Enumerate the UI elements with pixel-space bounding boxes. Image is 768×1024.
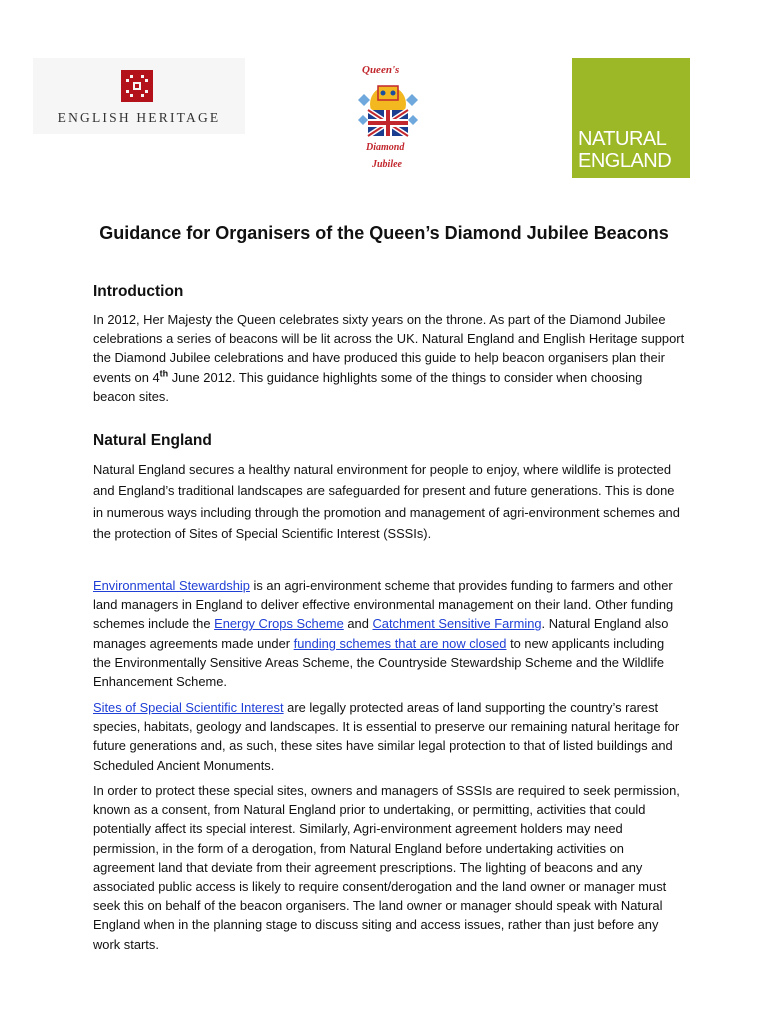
- stewardship-text-1: is an agri-environment scheme that provides funding to farmers and other land managers in England to deliver effective environmental management on their land. Other funding schemes include the: [93, 578, 674, 632]
- natural-england-wordmark: [578, 128, 671, 172]
- intro-text-a: In 2012, Her Majesty the Queen celebrates sixty years on the throne. As part of the Diamond Jubilee celebrations a series of beacons will be lit across the UK. Natural England and English Heritage support the Diamond Jubilee celebrations and have produced this guide to help beacon organisers plan their events on 4: [93, 312, 685, 385]
- natural-england-line2: ENGLAND: [578, 150, 672, 172]
- energy-crops-scheme-link[interactable]: Energy Crops Scheme: [214, 616, 344, 632]
- document-title: Guidance for Organisers of the Queen’s Diamond Jubilee Beacons: [99, 223, 669, 243]
- introduction-paragraph: [93, 310, 685, 406]
- closed-funding-schemes-link[interactable]: funding schemes that are now closed: [293, 635, 507, 651]
- union-flag-crown-icon: [356, 80, 420, 140]
- intro-text-b: June 2012. This guidance highlights some of the things to consider when choosing beacon sites.: [93, 369, 643, 404]
- jubilee-queens-text: Queen's: [362, 64, 400, 76]
- english-heritage-wordmark: ENGLISH HERITAGE: [57, 110, 221, 125]
- sssi-link[interactable]: Sites of Special Scientific Interest: [93, 700, 284, 715]
- introduction-heading: Introduction: [93, 283, 184, 300]
- consent-paragraph: In order to protect these special sites, owners and managers of SSSIs are required to seek permission, known as a consent, from Natural England prior to undertaking, or permitting, activities that could potentially affect its special interest. Similarly, Agri-environment agreement holders may need permission, in the form of a derogation, from Natural England before undertaking activities on agreement land that deviate from their agreement prescriptions. The lighting of beacons and any associated public access is likely to require consent/derogation and the land owner or manager must seek this on behalf of the beacon organisers. The land owner or manager should speak with Natural England when in the planning stage to discuss siting and access issues, rather than just before any work starts.: [93, 783, 680, 952]
- logo-bar: [0, 0, 768, 190]
- sssi-paragraph: [93, 698, 685, 775]
- environmental-stewardship-link[interactable]: Environmental Stewardship: [93, 578, 250, 593]
- diamond-jubilee-logo: [352, 64, 424, 176]
- english-heritage-logo: [33, 58, 245, 134]
- jubilee-jubilee-text: Jubilee: [372, 159, 402, 170]
- stewardship-text-3: . Natural England also manages agreements made under: [93, 616, 669, 651]
- english-heritage-emblem-icon: [121, 70, 153, 102]
- jubilee-diamond-text: Diamond: [366, 142, 405, 153]
- sssi-text: are legally protected areas of land supporting the country’s rarest species, habitats, geology and landscapes. It is essential to preserve our remaining natural heritage for future generations and, as such, these sites have similar legal protection to that of listed buildings and Scheduled Ancient Monuments.: [93, 700, 680, 773]
- stewardship-text-4: to new applicants including the Environmentally Sensitive Areas Scheme, the Countryside Stewardship Scheme and the Wildlife Enhancement Scheme.: [93, 635, 665, 690]
- natural-england-heading: Natural England: [93, 432, 212, 449]
- natural-england-logo: [572, 58, 690, 178]
- catchment-sensitive-farming-link[interactable]: Catchment Sensitive Farming: [372, 616, 542, 632]
- stewardship-paragraph: [93, 576, 685, 691]
- intro-superscript: th: [159, 368, 169, 379]
- natural-england-paragraph-1: Natural England secures a healthy natural environment for people to enjoy, where wildlife is protected and England’s traditional landscapes are safeguarded for present and future generations. This is done in numerous ways including through the promotion and management of agri-environment schemes and the protection of Sites of Special Scientific Interest (SSSIs).: [93, 462, 680, 542]
- stewardship-text-2: and: [343, 616, 373, 632]
- natural-england-line1: NATURAL: [578, 128, 667, 150]
